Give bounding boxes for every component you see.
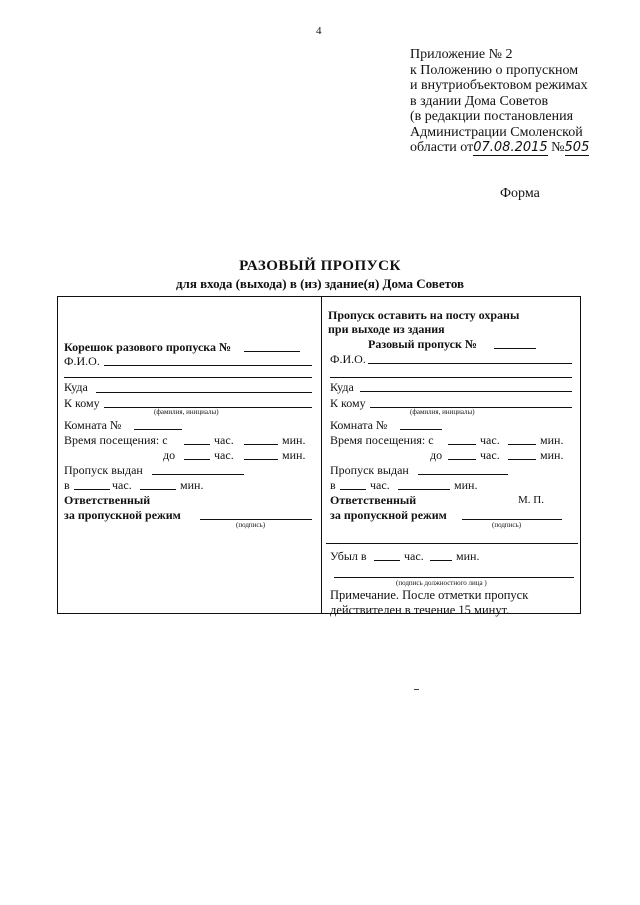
pass-room-label: Комната № bbox=[330, 418, 388, 432]
pass-issued-label: Пропуск выдан bbox=[330, 463, 409, 477]
stub-fio-label: Ф.И.О. bbox=[64, 354, 100, 368]
pass-remark-line-1: Примечание. После отметки пропуск bbox=[330, 588, 529, 602]
appendix-date-line bbox=[410, 140, 589, 156]
pass-hours-label-2: час. bbox=[480, 448, 500, 462]
stub-hours-label-2: час. bbox=[214, 448, 234, 462]
pass-sign-hint: (подпись) bbox=[492, 521, 522, 529]
pass-visit-to-label: до bbox=[430, 448, 443, 462]
stub-responsible-label: Ответственный bbox=[64, 493, 151, 507]
appendix-line: к Положению о пропускном bbox=[410, 62, 579, 78]
pass-from-minutes-field[interactable] bbox=[508, 444, 536, 445]
form-label: Форма bbox=[500, 186, 540, 201]
scan-speck bbox=[414, 689, 419, 690]
pass-in-label: в bbox=[330, 478, 336, 492]
stub-minutes-label: мин. bbox=[282, 433, 306, 447]
stamp-place-label: М. П. bbox=[518, 494, 544, 506]
pass-note-line-2: при выходе из здания bbox=[328, 322, 445, 336]
stub-in-label: в bbox=[64, 478, 70, 492]
stub-room-label: Комната № bbox=[64, 418, 122, 432]
stub-minutes-label-2: мин. bbox=[282, 448, 306, 462]
appendix-line: области от bbox=[410, 140, 474, 155]
stub-from-hours-field[interactable] bbox=[184, 444, 210, 445]
pass-to-minutes-field[interactable] bbox=[508, 459, 536, 460]
handwritten-date: 07.08.2015 bbox=[473, 140, 548, 155]
stub-issued-minutes-field[interactable] bbox=[140, 489, 176, 490]
pass-hours-label: час. bbox=[480, 433, 500, 447]
appendix-block bbox=[410, 47, 589, 156]
pass-responsible-label: Ответственный bbox=[330, 493, 417, 507]
document-subtitle: для входа (выхода) в (из) здание(я) Дома Советов bbox=[175, 276, 465, 291]
pass-official-signature-field[interactable] bbox=[334, 577, 574, 578]
pass-left-hours-field[interactable] bbox=[374, 560, 400, 561]
stub-sign-hint: (подпись) bbox=[236, 521, 266, 529]
stub-number-field[interactable] bbox=[244, 351, 300, 352]
stub-komu-label: К кому bbox=[64, 396, 100, 410]
pass-minutes-label: мин. bbox=[540, 433, 564, 447]
pass-visit-from-label: Время посещения: с bbox=[330, 433, 434, 447]
pass-fio-field-2[interactable] bbox=[330, 377, 572, 378]
stub-fio-field-2[interactable] bbox=[64, 377, 312, 378]
stub-heading: Корешок разового пропуска № bbox=[64, 340, 232, 354]
pass-fio-label: Ф.И.О. bbox=[330, 352, 366, 366]
pass-komu-label: К кому bbox=[330, 396, 366, 410]
pass-fio-field[interactable] bbox=[368, 363, 572, 364]
pass-from-hours-field[interactable] bbox=[448, 444, 476, 445]
pass-minutes-label-4: мин. bbox=[456, 549, 480, 563]
pass-kuda-label: Куда bbox=[330, 380, 354, 394]
pass-hours-label-4: час. bbox=[404, 549, 424, 563]
pass-separator bbox=[326, 543, 578, 544]
appendix-line: Приложение № 2 bbox=[410, 47, 513, 62]
stub-room-field[interactable] bbox=[134, 429, 182, 430]
stub-from-minutes-field[interactable] bbox=[244, 444, 278, 445]
pass-issued-field[interactable] bbox=[418, 474, 508, 475]
appendix-line: и внутриобъектовом режимах bbox=[410, 78, 588, 93]
pass-heading: Разовый пропуск № bbox=[368, 337, 477, 351]
stub-issued-hours-field[interactable] bbox=[74, 489, 110, 490]
stub-hours-label-3: час. bbox=[112, 478, 132, 492]
stub-issued-field[interactable] bbox=[152, 474, 244, 475]
pass-official-hint: (подпись должностного лица ) bbox=[396, 579, 487, 587]
stub-visit-from-label: Время посещения: с bbox=[64, 433, 168, 447]
appendix-line: Администрации Смоленской bbox=[410, 124, 583, 140]
pass-hours-label-3: час. bbox=[370, 478, 390, 492]
pass-signature-field[interactable] bbox=[462, 519, 562, 520]
pass-komu-hint: (фамилия, инициалы) bbox=[410, 408, 475, 416]
page-number: 4 bbox=[316, 25, 322, 37]
pass-regime-label: за пропускной режим bbox=[330, 508, 447, 522]
stub-to-hours-field[interactable] bbox=[184, 459, 210, 460]
stub-hours-label: час. bbox=[214, 433, 234, 447]
form-divider bbox=[321, 296, 322, 614]
pass-number-field[interactable] bbox=[494, 348, 536, 349]
stub-kuda-label: Куда bbox=[64, 380, 88, 394]
stub-to-minutes-field[interactable] bbox=[244, 459, 278, 460]
stub-regime-label: за пропускной режим bbox=[64, 508, 181, 522]
handwritten-number: 505 bbox=[564, 140, 590, 155]
pass-kuda-field[interactable] bbox=[360, 391, 572, 392]
pass-issued-minutes-field[interactable] bbox=[398, 489, 450, 490]
pass-minutes-label-2: мин. bbox=[540, 448, 564, 462]
pass-room-field[interactable] bbox=[400, 429, 442, 430]
pass-remark-line-2: действителен в течение 15 минут. bbox=[330, 603, 510, 617]
stub-kuda-field[interactable] bbox=[96, 392, 312, 393]
pass-left-minutes-field[interactable] bbox=[430, 560, 452, 561]
stub-visit-to-label: до bbox=[163, 448, 176, 462]
stub-fio-field[interactable] bbox=[104, 365, 312, 366]
pass-to-hours-field[interactable] bbox=[448, 459, 476, 460]
pass-note-line-1: Пропуск оставить на посту охраны bbox=[328, 308, 520, 322]
document-title: РАЗОВЫЙ ПРОПУСК bbox=[239, 258, 401, 274]
pass-left-label: Убыл в bbox=[330, 549, 367, 563]
pass-minutes-label-3: мин. bbox=[454, 478, 478, 492]
appendix-line: (в редакции постановления bbox=[410, 109, 574, 124]
appendix-line: в здании Дома Советов bbox=[410, 93, 549, 109]
stub-komu-hint: (фамилия, инициалы) bbox=[154, 408, 219, 416]
stub-issued-label: Пропуск выдан bbox=[64, 463, 143, 477]
pass-issued-hours-field[interactable] bbox=[340, 489, 366, 490]
stub-signature-field[interactable] bbox=[200, 519, 312, 520]
number-sign: № bbox=[551, 140, 565, 155]
stub-minutes-label-3: мин. bbox=[180, 478, 204, 492]
